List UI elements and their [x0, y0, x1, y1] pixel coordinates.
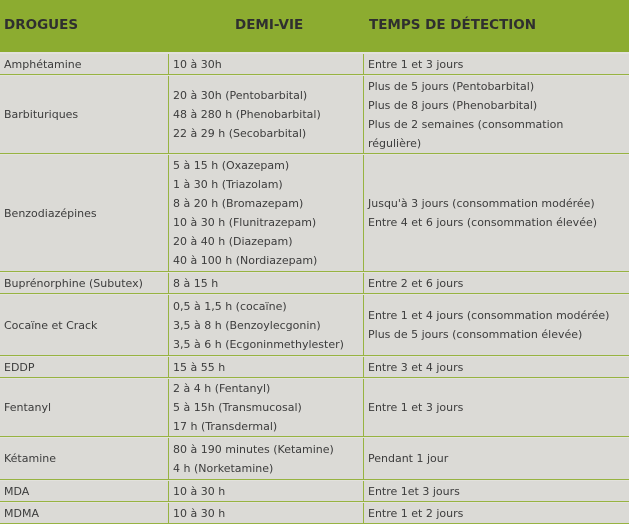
half-life-cell: [169, 76, 364, 153]
drug-cell: [0, 76, 169, 153]
half-life-cell: [169, 273, 364, 293]
half-life-line: 8 à 15 h: [173, 276, 219, 290]
drug-cell: [0, 503, 169, 523]
drug-name: Kétamine: [4, 452, 56, 465]
drug-name: Buprénorphine (Subutex): [4, 276, 143, 290]
half-life-line: 15 à 55 h: [173, 360, 226, 374]
half-life-line: 80 à 190 minutes (Ketamine): [173, 442, 334, 456]
drug-cell: [0, 379, 169, 436]
table-row: [0, 481, 632, 502]
table-row: [0, 438, 632, 480]
detection-cell: [364, 155, 632, 271]
detection-cell: [364, 357, 632, 377]
half-life-line: 5 à 15h (Transmucosal): [173, 401, 302, 414]
detection-line: régulière): [368, 136, 422, 150]
detection-line: Entre 1 et 3 jours: [368, 57, 464, 71]
half-life-line: 17 h (Transdermal): [173, 420, 278, 433]
half-life-line: 8 à 20 h (Bromazepam): [173, 197, 304, 210]
half-life-line: 4 h (Norketamine): [173, 461, 274, 475]
detection-line: Entre 1 et 4 jours (consommation modérée): [368, 309, 610, 322]
drug-name: MDMA: [4, 506, 39, 520]
detection-line: Entre 3 et 4 jours: [368, 360, 464, 374]
half-life-cell: [169, 438, 364, 479]
header-half-life: DEMI-VIE: [235, 17, 304, 33]
table-row: [0, 155, 632, 272]
half-life-line: 40 à 100 h (Nordiazepam): [173, 254, 318, 267]
drug-name: Benzodiazépines: [4, 206, 97, 220]
table-row: [0, 295, 632, 356]
drug-name: Fentanyl: [4, 401, 52, 414]
half-life-cell: [169, 357, 364, 377]
detection-cell: [364, 438, 632, 479]
drug-name: EDDP: [4, 360, 35, 374]
drug-name: Amphétamine: [4, 57, 82, 71]
detection-line: Plus de 8 jours (Phenobarbital): [368, 98, 538, 112]
header-detection-time: TEMPS DE DÉTECTION: [369, 17, 537, 33]
half-life-line: 3,5 à 8 h (Benzoylecgonin): [173, 318, 321, 332]
detection-line: Plus de 5 jours (Pentobarbital): [368, 79, 535, 93]
half-life-cell: [169, 379, 364, 436]
drug-cell: [0, 54, 169, 74]
half-life-line: 1 à 30 h (Triazolam): [173, 178, 283, 191]
half-life-line: 22 à 29 h (Secobarbital): [173, 127, 307, 140]
detection-line: Entre 1 et 2 jours: [368, 506, 464, 520]
half-life-line: 20 à 40 h (Diazepam): [173, 235, 293, 248]
detection-line: Entre 4 et 6 jours (consommation élevée): [368, 216, 598, 229]
half-life-cell: [169, 481, 364, 501]
header-drugs: DROGUES: [4, 17, 79, 33]
half-life-line: 10 à 30 h: [173, 506, 226, 520]
half-life-line: 0,5 à 1,5 h (cocaïne): [173, 299, 287, 313]
drug-cell: [0, 438, 169, 479]
half-life-cell: [169, 295, 364, 355]
drug-cell: [0, 273, 169, 293]
half-life-line: 10 à 30 h (Flunitrazepam): [173, 216, 317, 229]
detection-cell: [364, 54, 632, 74]
drug-name: Barbituriques: [4, 108, 79, 121]
detection-cell: [364, 76, 632, 153]
detection-cell: [364, 295, 632, 355]
half-life-line: 2 à 4 h (Fentanyl): [173, 382, 271, 395]
table-row: [0, 54, 632, 75]
half-life-line: 5 à 15 h (Oxazepam): [173, 159, 290, 172]
table-header: [0, 0, 629, 52]
detection-cell: [364, 379, 632, 436]
detection-line: Jusqu'à 3 jours (consommation modérée): [368, 197, 595, 210]
half-life-cell: [169, 503, 364, 523]
drug-name: Cocaïne et Crack: [4, 318, 98, 332]
drug-cell: [0, 155, 169, 271]
drug-cell: [0, 357, 169, 377]
table-row: [0, 76, 632, 154]
half-life-line: 10 à 30 h: [173, 484, 226, 498]
detection-line: Entre 1 et 3 jours: [368, 401, 464, 414]
table-row: [0, 503, 632, 524]
half-life-cell: [169, 54, 364, 74]
detection-cell: [364, 503, 632, 523]
detection-line: Pendant 1 jour: [368, 452, 449, 465]
table-row: [0, 357, 632, 378]
half-life-line: 3,5 à 6 h (Ecgoninmethylester): [173, 337, 344, 351]
detection-line: Plus de 2 semaines (consommation: [368, 117, 564, 131]
detection-cell: [364, 273, 632, 293]
half-life-line: 20 à 30h (Pentobarbital): [173, 89, 308, 102]
table-row: [0, 273, 632, 294]
drug-cell: [0, 295, 169, 355]
drug-cell: [0, 481, 169, 501]
detection-cell: [364, 481, 632, 501]
detection-line: Plus de 5 jours (consommation élevée): [368, 328, 583, 341]
drug-name: MDA: [4, 484, 30, 498]
half-life-line: 10 à 30h: [173, 57, 222, 71]
detection-line: Entre 2 et 6 jours: [368, 276, 464, 290]
half-life-line: 48 à 280 h (Phenobarbital): [173, 108, 321, 121]
half-life-cell: [169, 155, 364, 271]
table-row: [0, 379, 632, 437]
detection-line: Entre 1et 3 jours: [368, 484, 460, 498]
